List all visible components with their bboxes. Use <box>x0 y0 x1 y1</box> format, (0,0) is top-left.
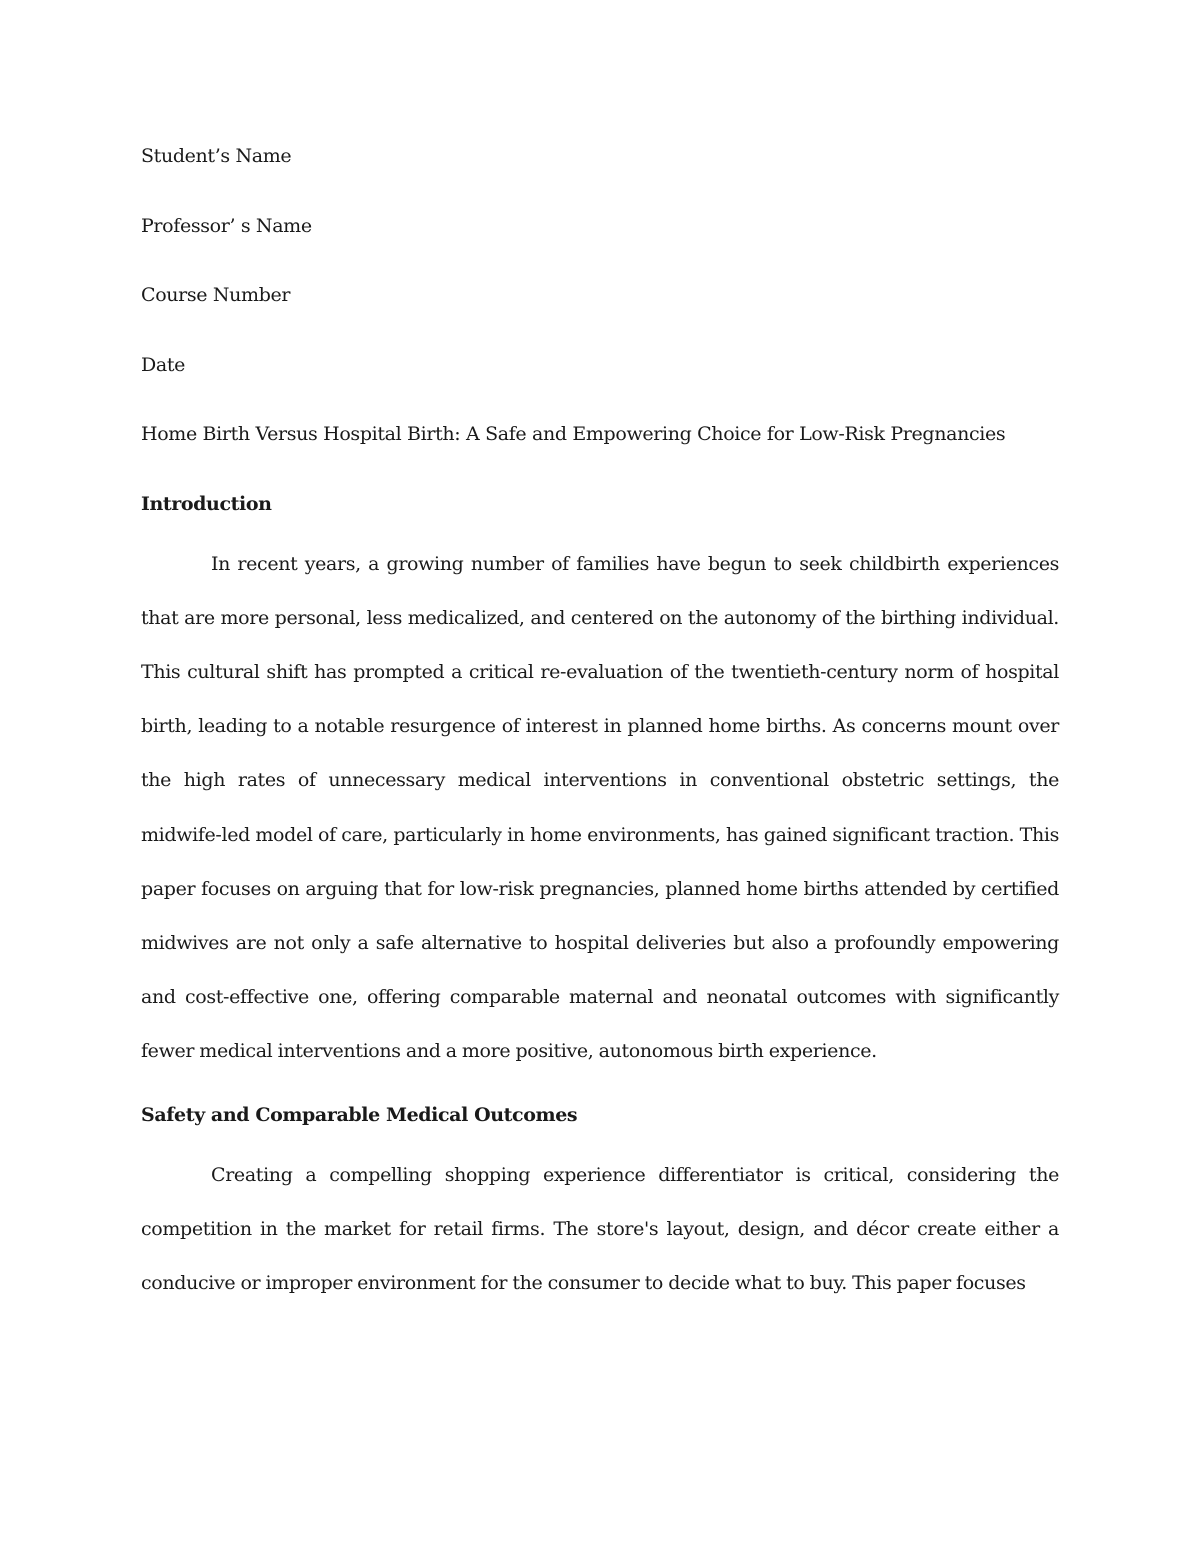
course-number: Course Number <box>141 284 291 306</box>
section-heading-introduction: Introduction <box>141 492 272 515</box>
document-body <box>141 138 1059 1328</box>
date: Date <box>141 353 186 376</box>
safety-paragraph: Creating a compelling shopping experience differentiator is critical, considering the competition in the market for retail firms. The store's layout, design, and décor create either a conducive or improper environment for the consumer to decide what to buy. This paper focuses <box>141 1163 1059 1294</box>
student-name: Student’s Name <box>141 145 292 167</box>
paper-title: Home Birth Versus Hospital Birth: A Safe and Empowering Choice for Low-Risk Pregnancies <box>141 423 1006 445</box>
section-heading-safety: Safety and Comparable Medical Outcomes <box>141 1103 578 1126</box>
professor-name: Professor’ s Name <box>141 214 312 237</box>
introduction-paragraph: In recent years, a growing number of families have begun to seek childbirth experiences that are more personal, less medicalized, and centered on the autonomy of the birthing individual. This cultural shift has prompted a critical re-evaluation of the twentieth-century norm of hospital birth, leading to a notable resurgence of interest in planned home births. As concerns mount over the high rates of unnecessary medical interventions in conventional obstetric settings, the midwife-led model of care, particularly in home environments, has gained significant traction. This paper focuses on arguing that for low-risk pregnancies, planned home births attended by certified midwives are not only a safe alternative to hospital deliveries but also a profoundly empowering and cost-effective one, offering comparable maternal and neonatal outcomes with significantly fewer medical interventions and a more positive, autonomous birth experience. <box>141 552 1059 1063</box>
